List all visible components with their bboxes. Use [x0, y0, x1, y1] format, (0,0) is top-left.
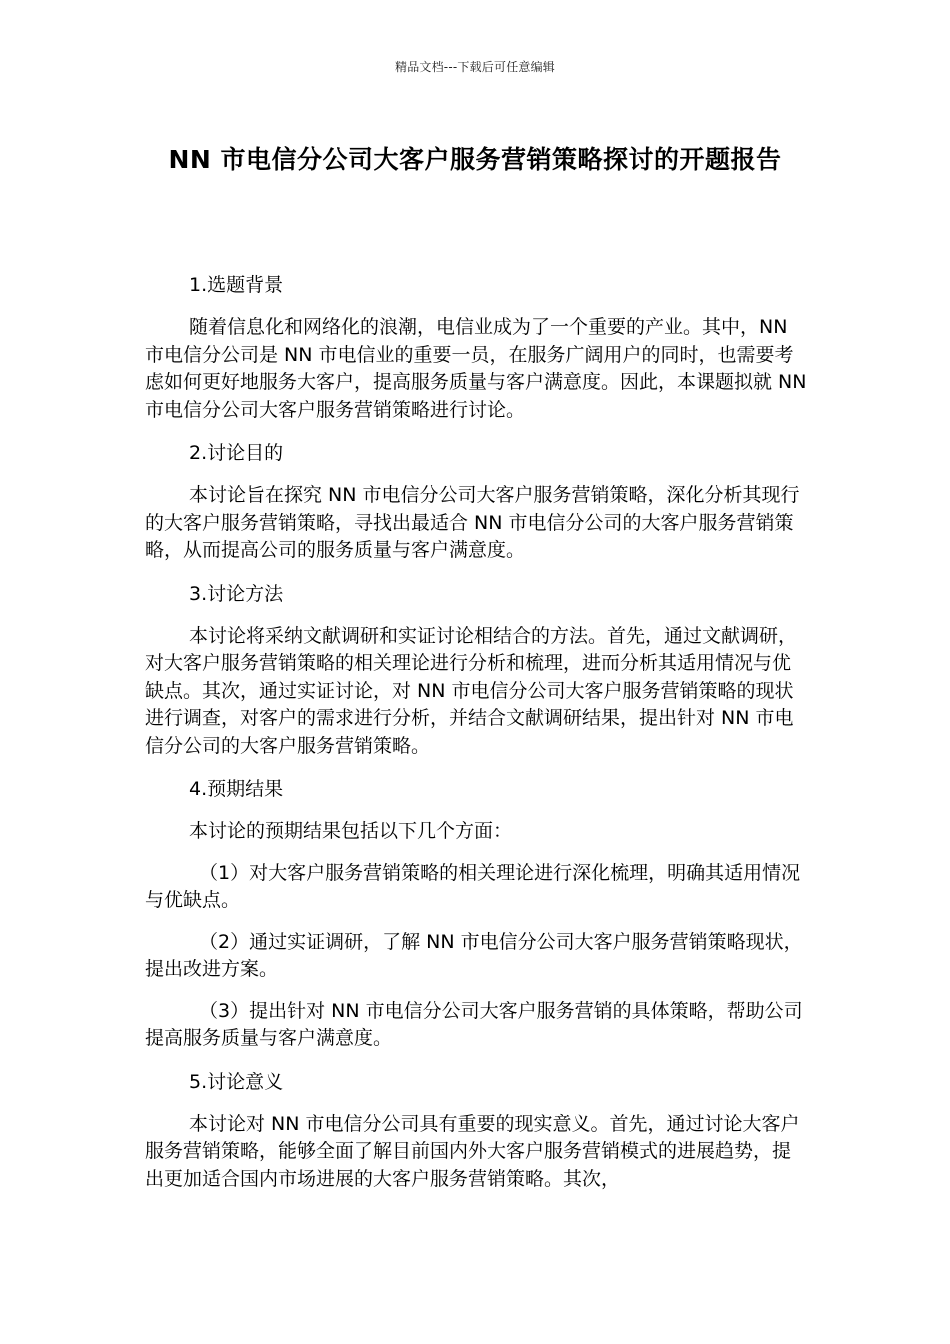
section-paragraph: 本讨论对 NN 市电信分公司具有重要的现实意义。首先，通过讨论大客户服务营销策略，能够全面了解目前国内外大客户服务营销模式的进展趋势，提出更加适合国内市场进展的大客户服务营销策略。其次，: [145, 1112, 800, 1190]
section-heading: 2.讨论目的: [189, 442, 284, 464]
document-title: NN 市电信分公司大客户服务营销策略探讨的开题报告: [168, 145, 782, 174]
document-body: [145, 270, 807, 1207]
section-paragraph: 本讨论的预期结果包括以下几个方面：: [189, 820, 513, 842]
section-background: [145, 270, 807, 424]
section-heading: 1.选题背景: [189, 274, 284, 296]
section-paragraph: 本讨论旨在探究 NN 市电信分公司大客户服务营销策略，深化分析其现行的大客户服务营销策略，寻找出最适合 NN 市电信分公司的大客户服务营销策略，从而提高公司的服务质量与客户满意度。: [145, 484, 800, 561]
section-heading: 5.讨论意义: [189, 1070, 284, 1093]
section-paragraph: 随着信息化和网络化的浪潮，电信业成为了一个重要的产业。其中，NN 市电信分公司是 NN 市电信业的重要一员，在服务广阔用户的同时，也需要考虑如何更好地服务大客户，提高服务质量与客户满意度。因此，本课题拟就 NN 市电信分公司大客户服务营销策略进行讨论。: [145, 316, 807, 421]
section-heading: 3.讨论方法: [189, 582, 284, 605]
section-method: [145, 579, 807, 761]
section-purpose: [145, 438, 807, 565]
section-paragraph: 本讨论将采纳文献调研和实证讨论相结合的方法。首先，通过文献调研，对大客户服务营销策略的相关理论进行分析和梳理，进而分析其适用情况与优缺点。其次，通过实证讨论，对 NN 市电信分公司大客户服务营销策略的现状进行调查，对客户的需求进行分析，并结合文献调研结果，提出针对 NN 市电信分公司的大客户服务营销策略。: [145, 624, 798, 757]
list-item: （2）通过实证调研，了解 NN 市电信分公司大客户服务营销策略现状，提出改进方案。: [145, 930, 803, 980]
header-note: 精品文档---下载后可任意编辑: [395, 60, 555, 74]
section-heading: 4.预期结果: [189, 778, 284, 800]
list-item: （3）提出针对 NN 市电信分公司大客户服务营销的具体策略，帮助公司提高服务质量与客户满意度。: [145, 999, 803, 1049]
section-expected-results: [145, 774, 807, 1053]
list-item: （1）对大客户服务营销策略的相关理论进行深化梳理，明确其适用情况与优缺点。: [145, 861, 801, 911]
section-significance: [145, 1067, 807, 1194]
